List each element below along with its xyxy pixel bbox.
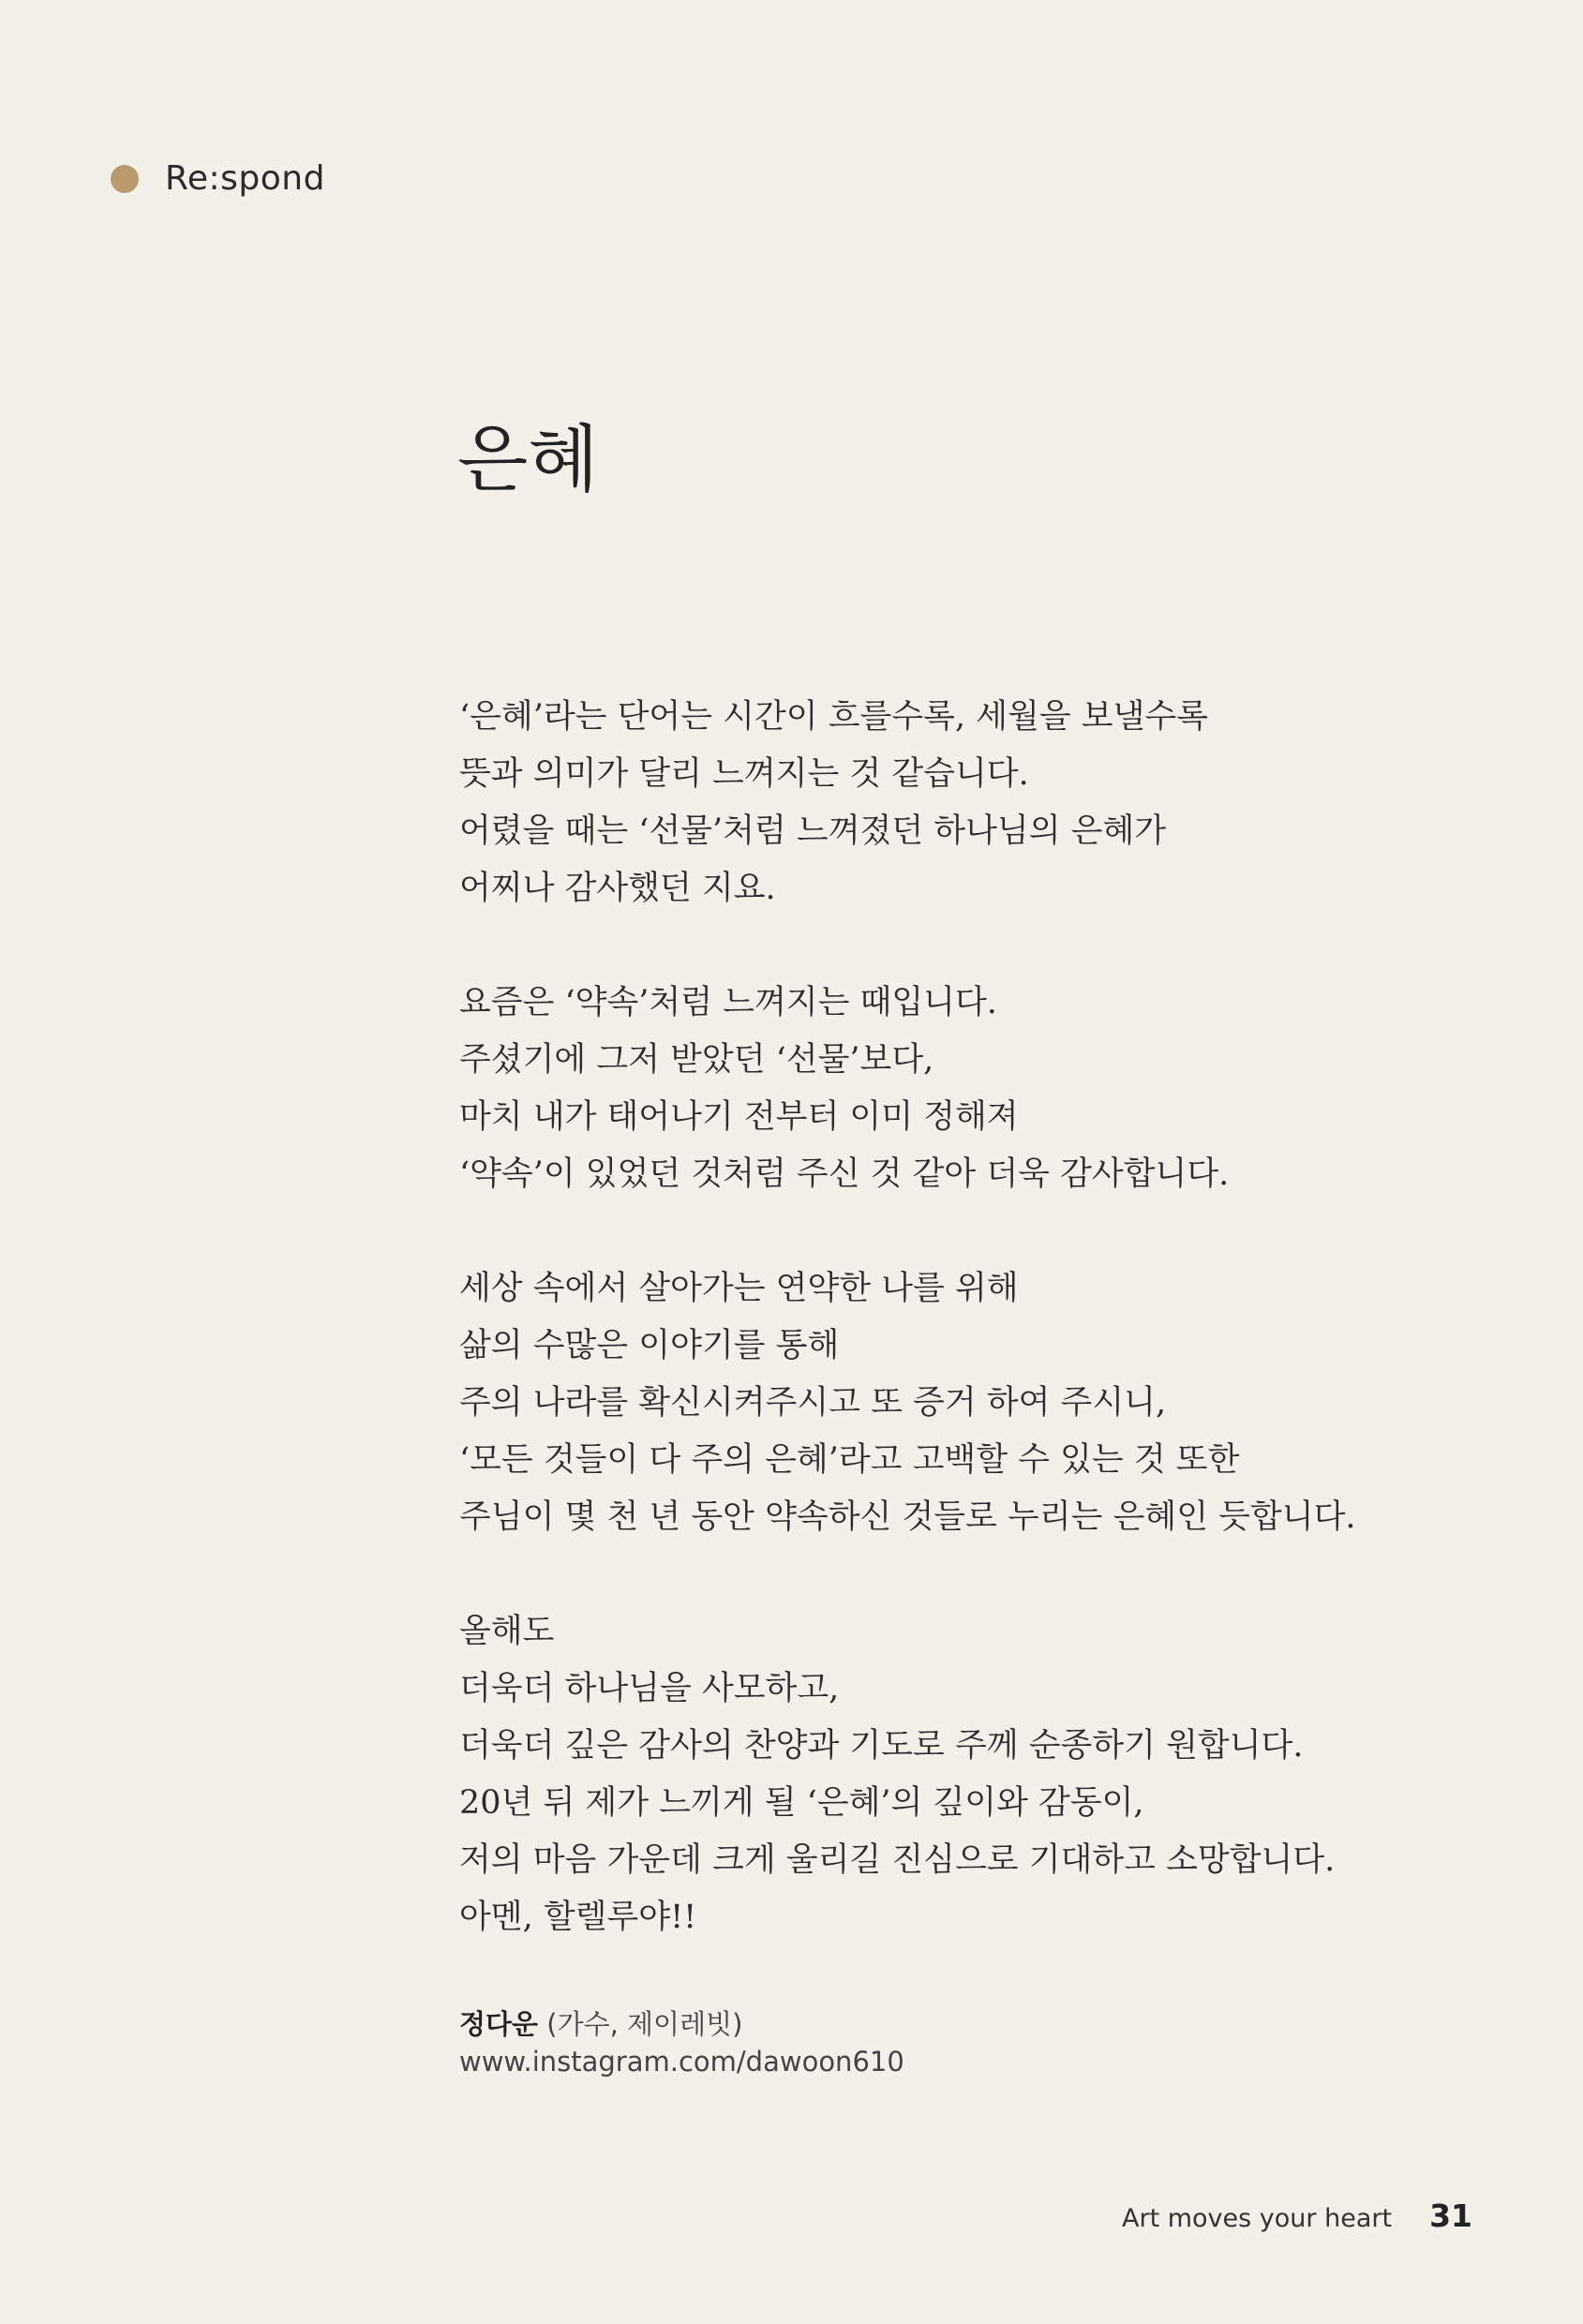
paragraph-2 <box>459 975 1396 1203</box>
author-instagram-link[interactable]: www.instagram.com/dawoon610 <box>459 2046 904 2078</box>
paragraph-1 <box>459 689 1396 917</box>
text-line: 주님이 몇 천 년 동안 약속하신 것들로 누리는 은혜인 듯합니다. <box>459 1498 1356 1536</box>
text-line: 저의 마음 가운데 크게 울리길 진심으로 기대하고 소망합니다. <box>459 1841 1336 1879</box>
text-line: 아멘, 할렐루야!! <box>459 1899 697 1936</box>
author-name: 정다운 <box>459 2008 539 2040</box>
page-footer <box>1122 2197 1472 2234</box>
text-line: ‘모든 것들이 다 주의 은혜’라고 고백할 수 있는 것 또한 <box>459 1441 1240 1479</box>
page-number: 31 <box>1429 2197 1472 2234</box>
text-line: 더욱더 하나님을 사모하고, <box>459 1670 840 1707</box>
text-line: 세상 속에서 살아가는 연약한 나를 위해 <box>459 1270 1019 1307</box>
text-line: ‘약속’이 있었던 것처럼 주신 것 같아 더욱 감사합니다. <box>459 1155 1230 1193</box>
text-line: 주셨기에 그저 받았던 ‘선물’보다, <box>459 1041 934 1079</box>
paragraph-4 <box>459 1603 1396 1946</box>
text-line: 어찌나 감사했던 지요. <box>459 870 776 907</box>
paragraph-3 <box>459 1260 1396 1546</box>
section-label <box>111 159 325 198</box>
author-credit <box>459 2005 904 2080</box>
section-dot-icon <box>111 165 139 193</box>
text-line: ‘은혜’라는 단어는 시간이 흐를수록, 세월을 보낼수록 <box>459 698 1209 736</box>
text-line: 주의 나라를 확신시켜주시고 또 증거 하여 주시니, <box>459 1384 1167 1422</box>
article-body <box>459 689 1396 1946</box>
text-line: 요즘은 ‘약속’처럼 느껴지는 때입니다. <box>459 984 997 1021</box>
text-line: 어렸을 때는 ‘선물’처럼 느껴졌던 하나님의 은혜가 <box>459 812 1167 850</box>
footer-tagline: Art moves your heart <box>1122 2204 1393 2233</box>
section-label-text: Re:spond <box>165 159 325 198</box>
text-line: 20년 뒤 제가 느끼게 될 ‘은혜’의 깊이와 감동이, <box>459 1784 1144 1822</box>
text-line: 더욱더 깊은 감사의 찬양과 기도로 주께 순종하기 원합니다. <box>459 1727 1304 1765</box>
text-line: 마치 내가 태어나기 전부터 이미 정해져 <box>459 1098 1019 1136</box>
author-role: (가수, 제이레빗) <box>546 2008 743 2040</box>
text-line: 뜻과 의미가 달리 느껴지는 것 같습니다. <box>459 755 1029 793</box>
text-line: 삶의 수많은 이야기를 통해 <box>459 1327 840 1364</box>
text-line: 올해도 <box>459 1613 555 1650</box>
page-title: 은혜 <box>457 418 599 502</box>
